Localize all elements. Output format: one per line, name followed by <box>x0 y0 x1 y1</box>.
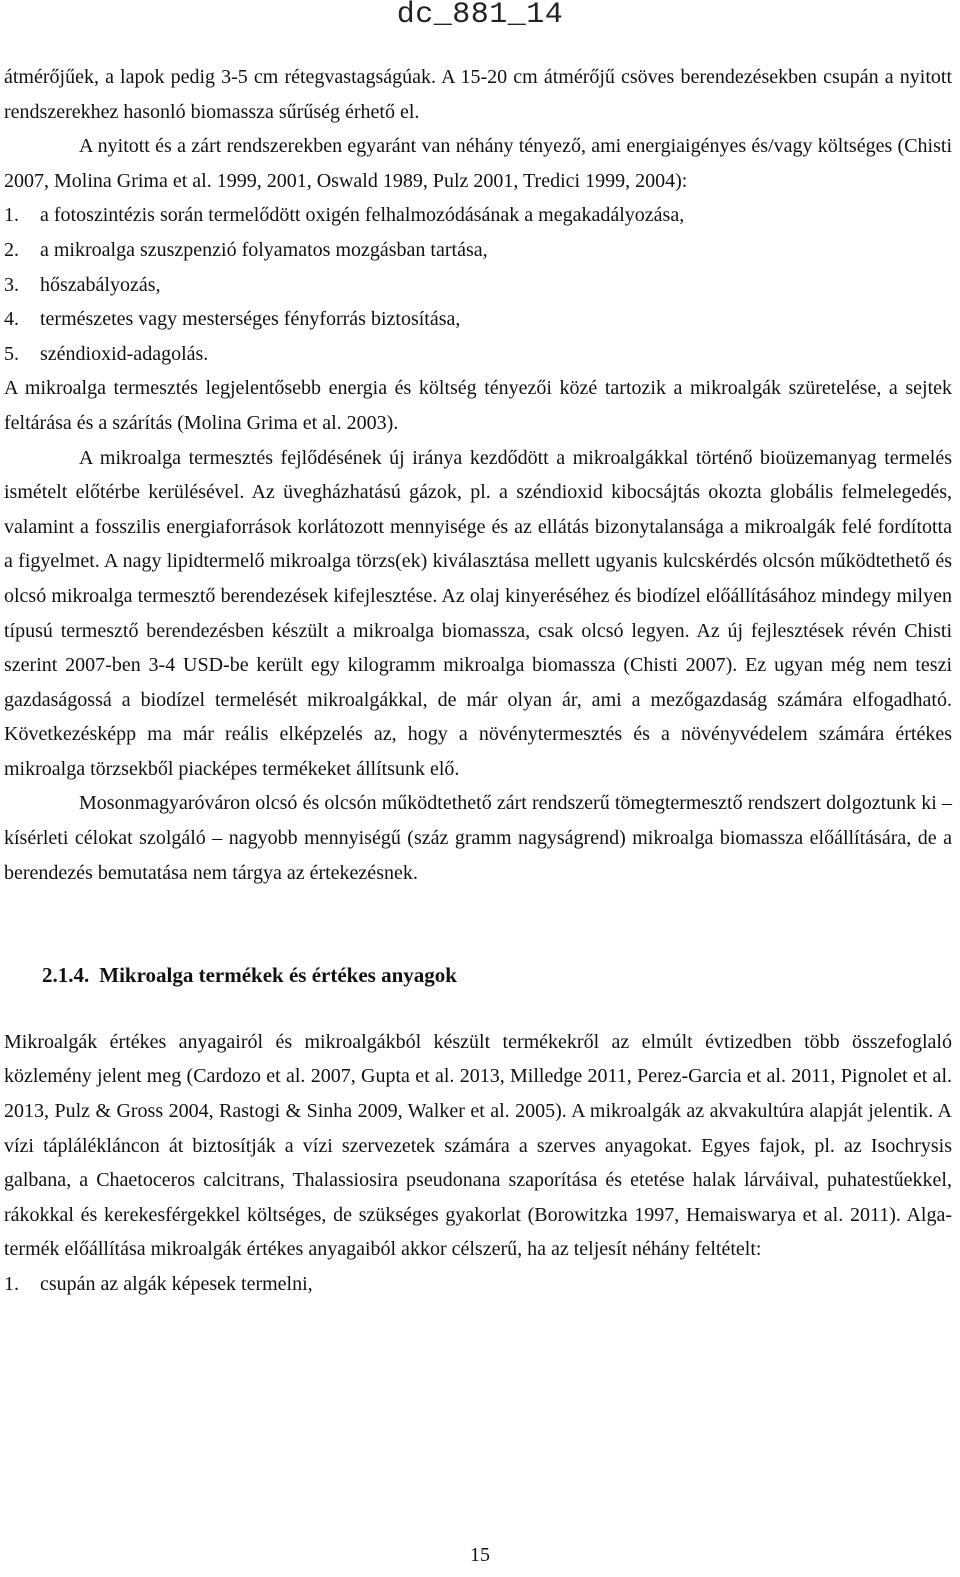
list-item-number: 1. <box>4 1273 19 1295</box>
list-item-text: hőszabályozás, <box>40 273 161 296</box>
document-id-header: dc_881_14 <box>396 0 564 32</box>
list-item-text: csupán az algák képesek termelni, <box>40 1273 313 1295</box>
list-item-number: 2. <box>4 238 19 261</box>
list-item <box>4 198 952 233</box>
paragraph: A mikroalga termesztés fejlődésének új iránya kezdődött a mikroalgákkal történő bioüzemanyag termelés ismételt előtérbe kerülésével. Az üvegházhatású gázok, pl. a széndioxid kibocsájtás okozta globális felmelegedés, valamint a fosszilis energiaforrások korlátozott mennyisége és az ellátás bizonytalansága a mikroalgák felé fordította a figyelmet. A nagy lipidtermelő mikroalga törzs(ek) kiválasztása mellett ugyanis kulcskérdés olcsón működtethető és olcsó mikroalga termesztő berendezések kifejlesztése. Az olaj kinyeréséhez és biodízel előállításához mindegy milyen típusú termesztő berendezésben készült a mikroalga biomassza, csak olcsó legyen. Az új fejlesztések révén Chisti szerint 2007-ben 3-4 USD-be került egy kilogramm mikroalga biomassza (Chisti 2007). Ez ugyan még nem teszi gazdaságossá a biodízel termelését mikroalgákkal, de már olyan ár, ami a mezőgazdaság számára elfogadható. Következésképp ma már reális elképzelés az, hogy a növénytermesztés és a növényvédelem számára értékes mikroalga törzsekből piacképes termékeket állítsunk elő. <box>4 446 952 780</box>
paragraph: A nyitott és a zárt rendszerekben egyaránt van néhány tényező, ami energiaigényes és/vagy költséges (Chisti 2007, Molina Grima et al. 1999, 2001, Oswald 1989, Pulz 2001, Tredici 1999, 2004): <box>4 135 952 192</box>
paragraph: Mosonmagyaróváron olcsó és olcsón működtethető zárt rendszerű tömegtermesztő rendszert dolgoztunk ki – kísérleti célokat szolgáló – nagyobb mennyiségű (száz gramm nagyságrend) mikroalga biomassza előállítására, de a berendezés bemutatása nem tárgya az értekezésnek. <box>4 792 952 884</box>
section-heading <box>42 958 952 993</box>
list-item-text: a fotoszintézis során termelődött oxigén felhalmozódásának a megakadályozása, <box>40 204 685 227</box>
list-item <box>4 337 952 372</box>
section-title: Mikroalga termékek és értékes anyagok <box>99 963 457 988</box>
list-item <box>4 1267 952 1302</box>
list-item-number: 5. <box>4 342 19 365</box>
list-item-text: a mikroalga szuszpenzió folyamatos mozgásban tartása, <box>40 238 488 261</box>
list-item-number: 1. <box>4 204 19 227</box>
list-item <box>4 233 952 268</box>
list-item <box>4 302 952 337</box>
list-item <box>4 268 952 303</box>
paragraph: A mikroalga termesztés legjelentősebb energia és költség tényezői közé tartozik a mikroalgák szüretelése, a sejtek feltárása és a szárítás (Molina Grima et al. 2003). <box>4 377 952 434</box>
conditions-list <box>4 1267 952 1302</box>
document-body <box>4 60 952 1302</box>
section-number: 2.1.4. <box>42 963 90 988</box>
list-item-text: természetes vagy mesterséges fényforrás biztosítása, <box>40 308 461 331</box>
paragraph: átmérőjűek, a lapok pedig 3-5 cm rétegvastagságúak. A 15-20 cm átmérőjű csöves berendezésekben csupán a nyitott rendszerekhez hasonló biomassza sűrűség érhető el. <box>4 66 952 123</box>
list-item-number: 4. <box>4 308 19 331</box>
paragraph: Mikroalgák értékes anyagairól és mikroalgákból készült termékekről az elmúlt évtizedben több összefoglaló közlemény jelent meg (Cardozo et al. 2007, Gupta et al. 2013, Milledge 2011, Perez-Garcia et al. 2011, Pignolet et al. 2013, Pulz & Gross 2004, Rastogi & Sinha 2009, Walker et al. 2005). A mikroalgák az akvakultúra alapját jelentik. A vízi táplálékláncon át biztosítják a vízi szervezetek számára a szerves anyagokat. Egyes fajok, pl. az Isochrysis galbana, a Chaetoceros calcitrans, Thalassiosira pseudonana szaporítása és etetése halak lárváival, puhatestűekkel, rákokkal és kerekesférgekkel költséges, de szükséges gyakorlat (Borowitzka 1997, Hemaiswarya et al. 2011). Alga-termék előállítása mikroalgák értékes anyagaiból akkor célszerű, ha az teljesít néhány feltételt: <box>4 1030 952 1261</box>
page-number: 15 <box>470 1544 490 1566</box>
list-item-text: széndioxid-adagolás. <box>40 342 209 365</box>
list-item-number: 3. <box>4 273 19 296</box>
requirements-list <box>4 198 952 371</box>
